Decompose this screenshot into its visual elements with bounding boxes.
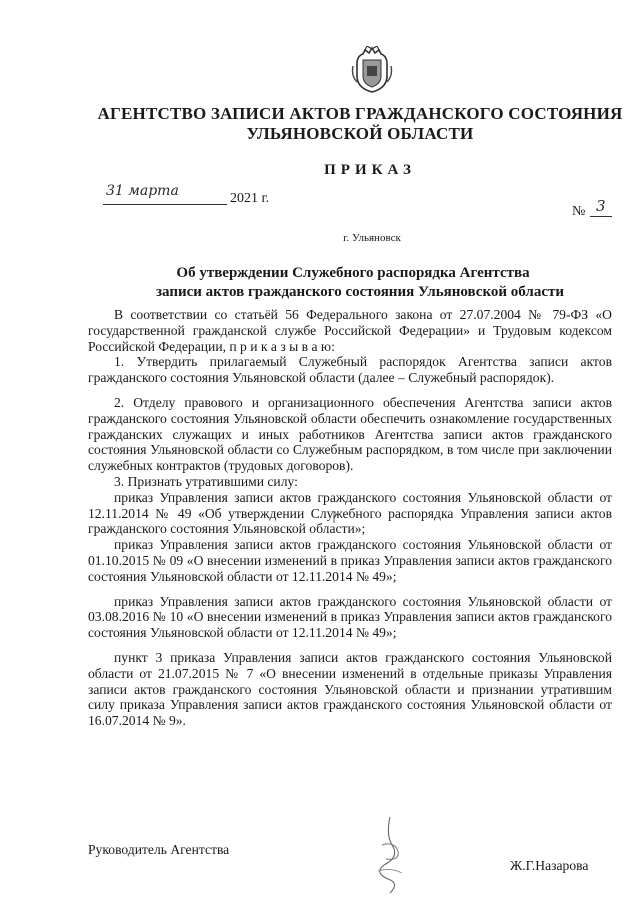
coat-of-arms-emblem — [349, 46, 395, 94]
order-title-line1: Об утверждении Служебного распорядка Агентства — [176, 265, 530, 281]
handwritten-signature — [360, 815, 420, 895]
signatory-role: Руководитель Агентства — [88, 842, 230, 857]
city: г. Ульяновск — [343, 232, 401, 244]
organization-name-line2: УЛЬЯНОВСКОЙ ОБЛАСТИ — [246, 124, 474, 143]
document-type: ПРИКАЗ — [324, 162, 416, 178]
organization-name-line1: АГЕНТСТВО ЗАПИСИ АКТОВ ГРАЖДАНСКОГО СОСТОЯНИЯ — [97, 104, 623, 123]
item-3-paragraph: 3. Признать утратившими силу: — [114, 473, 298, 489]
preamble-paragraph: В соответствии со статьёй 56 Федерального закона от 27.07.2004 № 79-ФЗ «О государственной гражданской службе Российской Федерации» и Трудовым кодексом Российской Федерации, п р и к а з ы в а ю: — [88, 307, 612, 354]
handwritten-order-number: 3 — [596, 197, 606, 215]
repealed-order-paragraph: пункт 3 приказа Управления записи актов гражданского состояния Ульяновской области от 21.07.2015 № 7 «О внесении изменений в отдельные приказы Управления записи актов гражданского состояния Ульяновской области и признании утратившим силу приказа Управления записи актов гражданского состояния Ульяновской области от 16.07.2014 № 9». — [88, 649, 612, 729]
item-2-paragraph: 2. Отделу правового и организационного обеспечения Агентства записи актов гражданского состояния Ульяновской области обеспечить ознакомление государственных гражданских служащих и иных работников Агентства записи актов гражданского состояния Ульяновской области со Служебным распорядком, в том числе при заключении служебных контрактов (трудовых договоров). — [88, 394, 612, 474]
repealed-order-paragraph: приказ Управления записи актов гражданского состояния Ульяновской области от 12.11.2014 № 49 «Об утверждении Служебного распорядка Управления записи актов гражданского состояния Ульяновской области»; — [88, 489, 612, 537]
order-number-label: № — [572, 204, 586, 219]
stray-mark — [330, 510, 338, 524]
order-title-line2: записи актов гражданского состояния Ульяновской области — [155, 284, 564, 300]
repealed-order-paragraph: приказ Управления записи актов гражданского состояния Ульяновской области от 01.10.2015 № 09 «О внесении изменений в приказ Управления записи актов гражданского состояния Ульяновской области от 12.11.2014 № 49»; — [88, 537, 612, 584]
item-1-paragraph: 1. Утвердить прилагаемый Служебный распорядок Агентства записи актов гражданского состояния Ульяновской области (далее – Служебный распорядок). — [88, 354, 612, 386]
repealed-order-paragraph: приказ Управления записи актов гражданского состояния Ульяновской области от 03.08.2016 № 10 «О внесении изменений в приказ Управления записи актов гражданского состояния Ульяновской области от 12.11.2014 № 49»; — [88, 593, 612, 641]
order-body — [88, 307, 612, 729]
handwritten-date: 31 марта — [106, 183, 179, 199]
date-year: 2021 г. — [230, 191, 270, 206]
signatory-name: Ж.Г.Назарова — [510, 858, 589, 873]
